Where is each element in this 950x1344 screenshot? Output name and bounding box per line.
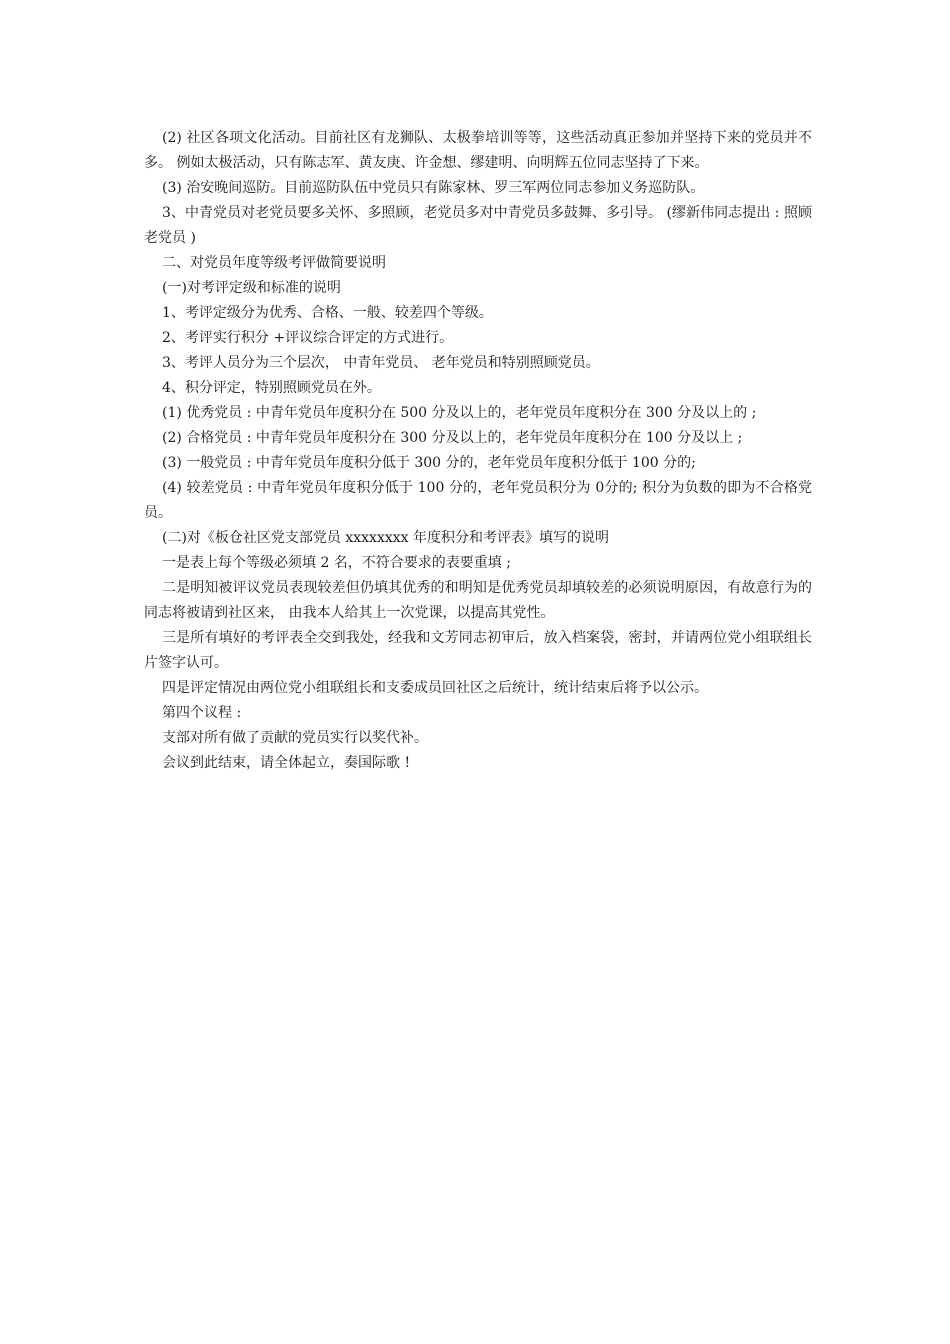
document-body	[144, 126, 812, 776]
paragraph-qualified-standard: (2) 合格党员 : 中青年党员年度积分在 300 分及以上的，老年党员年度积分在 100 分及以上 ;	[162, 430, 743, 446]
paragraph-member-tiers: 3、考评人员分为三个层次， 中青年党员、 老年党员和特别照顾党员。	[162, 355, 600, 371]
paragraph-care-elder-members: 3、中青党员对老党员要多关怀、多照顾，老党员多对中青党员多鼓舞、多引导。 (缪新伟同志提出 : 照顾老党员 )	[144, 205, 812, 246]
section-heading-annual-evaluation: 二、对党员年度等级考评做简要说明	[162, 255, 386, 271]
paragraph-evaluation-method: 2、考评实行积分 +评议综合评定的方式进行。	[162, 330, 454, 346]
paragraph-instruction-four: 四是评定情况由两位党小组联组长和支委成员回社区之后统计，统计结束后将予以公示。	[162, 680, 708, 696]
paragraph-average-standard: (3) 一般党员 : 中青年党员年度积分低于 300 分的，老年党员年度积分低于 100 分的;	[162, 455, 696, 471]
paragraph-fourth-agenda: 第四个议程 :	[162, 705, 242, 721]
paragraph-closing: 会议到此结束，请全体起立，奏国际歌 !	[162, 755, 411, 771]
paragraph-grade-levels: 1、考评定级分为优秀、合格、一般、较差四个等级。	[162, 305, 493, 321]
paragraph-instruction-three: 三是所有填好的考评表全交到我处，经我和文芳同志初审后，放入档案袋，密封，并请两位党小组联组长片签字认可。	[144, 630, 812, 671]
paragraph-poor-standard: (4) 较差党员 : 中青年党员年度积分低于 100 分的，老年党员积分为 0分的; 积分为负数的即为不合格党员。	[144, 480, 812, 521]
paragraph-instruction-one: 一是表上每个等级必须填 2 名，不符合要求的表要重填 ;	[162, 555, 511, 571]
paragraph-rewards: 支部对所有做了贡献的党员实行以奖代补。	[162, 730, 428, 746]
paragraph-excellent-standard: (1) 优秀党员 : 中青年党员年度积分在 500 分及以上的，老年党员年度积分在 300 分及以上的 ;	[162, 405, 757, 421]
paragraph-points-rating: 4、积分评定，特别照顾党员在外。	[162, 380, 381, 396]
paragraph-instruction-two: 二是明知被评议党员表现较差但仍填其优秀的和明知是优秀党员却填较差的必须说明原因，有故意行为的同志将被请到社区来， 由我本人给其上一次党课，以提高其党性。	[144, 580, 812, 621]
paragraph-culture-activities: (2) 社区各项文化活动。目前社区有龙狮队、太极拳培训等等，这些活动真正参加并坚持下来的党员并不多。 例如太极活动，只有陈志军、黄友庚、许金想、缪建明、向明辉五位同志坚持了下来。	[144, 130, 812, 171]
subsection-heading-form-instructions: (二)对《板仓社区党支部党员 xxxxxxxx 年度积分和考评表》填写的说明	[162, 530, 609, 546]
subsection-heading-grading-standards: (一)对考评定级和标准的说明	[162, 280, 341, 296]
paragraph-night-patrol: (3) 治安晚间巡防。目前巡防队伍中党员只有陈家林、罗三军两位同志参加义务巡防队。	[162, 180, 705, 196]
